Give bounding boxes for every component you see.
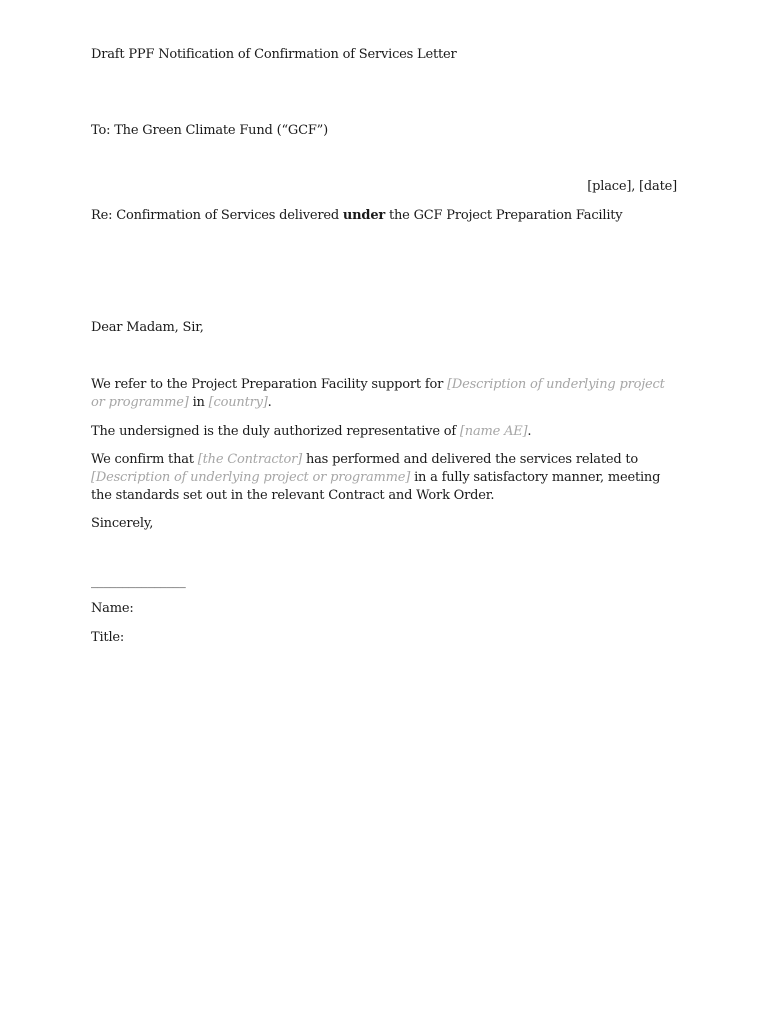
paragraph-reference [91, 376, 681, 412]
para1-text: We refer to the Project Preparation Facility support for [91, 377, 448, 392]
placeholder-project-description-2: [Description of underlying project or programme] [91, 470, 411, 485]
place-date: [place], [date] [587, 179, 677, 194]
subject-text-start: Re: Confirmation of Services delivered [91, 208, 343, 223]
paragraph-confirmation [91, 451, 681, 505]
salutation: Dear Madam, Sir, [91, 320, 204, 335]
signature-line: _______________ [91, 574, 186, 589]
closing: Sincerely, [91, 516, 154, 531]
document-heading: Draft PPF Notification of Confirmation of Services Letter [91, 47, 457, 62]
subject-line [91, 207, 622, 225]
paragraph-representative [91, 423, 531, 441]
para3-text-end: in a fully satisfactory manner, meeting the standards set out in the relevant Contract and Work Order. [91, 470, 661, 503]
para1-text-in: in [188, 395, 209, 410]
para2-text: The undersigned is the duly authorized representative of [91, 424, 460, 439]
para1-period: . [267, 395, 272, 410]
para3-text-middle: has performed and delivered the services related to [302, 452, 639, 467]
recipient-line: To: The Green Climate Fund (“GCF”) [91, 123, 328, 138]
placeholder-contractor: [the Contractor] [197, 452, 303, 467]
placeholder-project-description: [Description of underlying project or programme] [91, 377, 665, 410]
name-label: Name: [91, 601, 134, 616]
subject-text-end: the GCF Project Preparation Facility [385, 208, 623, 223]
placeholder-name-ae: [name AE] [459, 424, 528, 439]
title-label: Title: [91, 630, 125, 645]
para2-period: . [527, 424, 532, 439]
placeholder-country: [country] [208, 395, 268, 410]
subject-bold-word: under [342, 208, 386, 223]
para3-text: We confirm that [91, 452, 198, 467]
